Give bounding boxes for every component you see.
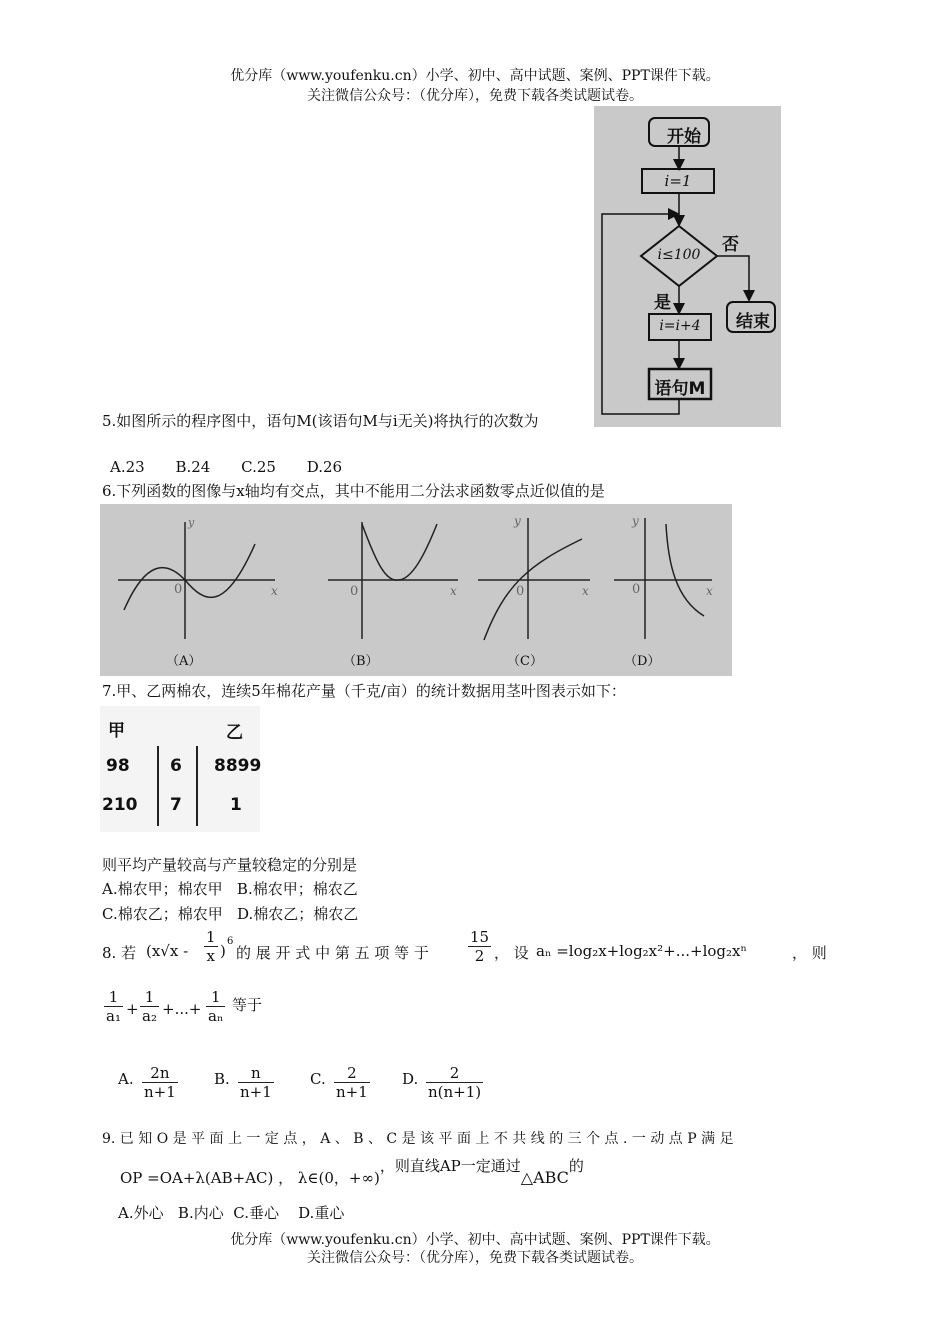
q7-option-a: A.棉农甲；棉农甲: [102, 880, 223, 898]
flow-init-label: i=1: [664, 172, 692, 190]
graph-c-origin: 0: [516, 584, 525, 599]
q9-option-a: A.外心: [118, 1204, 164, 1222]
q8-sum-expression: [102, 988, 302, 1038]
q8-option-c-label: C.: [310, 1070, 326, 1088]
q9-option-c: C.垂心: [233, 1204, 279, 1222]
q9-triangle: △ABC: [520, 1168, 569, 1187]
q8-sequence-formula: aₙ =log₂x+log₂x²+...+log₂xⁿ: [536, 942, 747, 960]
q7-options-row2: [102, 903, 358, 925]
q6-graphs-figure: [100, 504, 732, 676]
q9-option-b: B.内心: [177, 1204, 224, 1222]
q8-middle-text: 的 展 开 式 中 第 五 项 等 于: [236, 944, 429, 962]
q7-option-c: C.棉农乙；棉农甲: [102, 905, 223, 923]
flow-end-label: 结束: [736, 312, 770, 332]
stem-divider-left: [157, 746, 159, 826]
q5-options: [110, 456, 368, 478]
q5-stem: 5.如图所示的程序图中，语句M(该语句M与i无关)将执行的次数为: [102, 412, 539, 430]
q8-sum-term-1: $\frac{1}{\text{a₁}}$: [106, 988, 121, 1025]
q5-option-d: D.26: [306, 458, 343, 476]
graph-b-label: （B）: [343, 654, 379, 669]
q8-sum-term-2: $\frac{1}{\text{a₂}}$: [142, 988, 157, 1025]
q6-stem: 6.下列函数的图像与x轴均有交点，其中不能用二分法求函数零点近似值的是: [102, 482, 605, 500]
q7-option-b: B.棉农甲；棉农乙: [236, 880, 358, 898]
stem-divider-right: [196, 746, 198, 826]
q8-equals-text: 等于: [232, 996, 263, 1014]
graph-d-x-label: x: [706, 584, 713, 598]
q8-option-a-label: A.: [118, 1070, 134, 1088]
stem-row2-left: 210: [102, 795, 138, 815]
q8-prefix: 8. 若: [102, 944, 137, 962]
q8-option-d-label: D.: [402, 1070, 419, 1088]
q5-option-b: B.24: [175, 458, 211, 476]
graph-b-curve: [362, 524, 437, 580]
q9-tail-2: 的: [568, 1157, 584, 1175]
q7-stem: 7.甲、乙两棉农，连续5年棉花产量（千克/亩）的统计数据用茎叶图表示如下：: [102, 682, 626, 700]
q8-plus: +: [126, 1000, 139, 1018]
graph-d-origin: 0: [632, 582, 641, 597]
stem-right-title: 乙: [226, 723, 243, 743]
q8-option-b-label: B.: [214, 1070, 230, 1088]
stem-left-title: 甲: [108, 721, 125, 741]
graph-a-x-label: x: [271, 584, 278, 598]
graph-c-y-label: y: [514, 514, 521, 528]
graph-d-label: （D）: [624, 654, 661, 669]
flow-update-label: i=i+4: [659, 318, 701, 334]
q8-value-fraction: $\frac{15}{2}$: [470, 928, 490, 965]
q8-exponent: 6: [227, 936, 234, 947]
graph-c-curve: [484, 539, 582, 640]
q9-formula: OP =OA+λ(AB+AC) ， λ∈(0，+∞): [120, 1169, 380, 1187]
graph-d-curve: [666, 524, 704, 616]
header-line-2: 关注微信公众号：（优分库），免费下载各类试题试卷。: [307, 88, 643, 104]
graph-b-origin: 0: [350, 584, 359, 599]
q9-options: [118, 1202, 344, 1224]
q9-formula-line: [120, 1154, 584, 1187]
stem-row1-stem: 6: [170, 756, 182, 776]
q8-sum-term-n: $\frac{1}{\text{aₙ}}$: [208, 988, 224, 1025]
q8-stem: [102, 928, 834, 976]
graph-c-x-label: x: [582, 584, 589, 598]
q8-set-text: ， 设: [494, 944, 529, 962]
q8-expr-close: ): [220, 942, 226, 960]
q8-options: [118, 1064, 538, 1114]
flow-yes-label: 是: [654, 293, 671, 313]
flow-start-label: 开始: [667, 127, 701, 147]
q9-option-d: D.重心: [298, 1204, 345, 1222]
stem-row1-left: 98: [106, 756, 130, 776]
graph-a-y-label: y: [188, 516, 195, 529]
q8-then-text: ， 则: [792, 944, 827, 962]
q5-option-c: C.25: [241, 458, 276, 476]
q9-tail-1: ，则直线AP一定通过: [379, 1157, 521, 1175]
footer-line-2: 关注微信公众号：（优分库），免费下载各类试题试卷。: [307, 1250, 643, 1266]
q5-option-a: A.23: [110, 458, 145, 476]
q8-option-d-fraction: $\frac{2}{n(n+1)}$: [428, 1064, 482, 1101]
q7-option-d: D.棉农乙；棉农乙: [237, 905, 359, 923]
header-line-1: 优分库（www.youfenku.cn）小学、初中、高中试题、案例、PPT课件下载。: [230, 68, 720, 84]
stem-leaf-plot: [100, 706, 260, 832]
graph-a-origin: 0: [174, 582, 183, 597]
q8-expr-base: (x√x -: [146, 942, 189, 960]
q8-dots: +...+: [162, 1000, 202, 1018]
q8-option-b-fraction: $\frac{n}{n+1}$: [240, 1064, 272, 1101]
flow-condition-label: i≤100: [657, 247, 701, 263]
stem-row2-right: 1: [230, 795, 242, 815]
q7-question: 则平均产量较高与产量较稳定的分别是: [102, 856, 358, 874]
graph-c-label: （C）: [507, 654, 543, 669]
q9-stem: 9. 已 知 O 是 平 面 上 一 定 点 ， A 、 B 、 C 是 该 平 面 上 不 共 线 的 三 个 点 . 一 动 点 P 满 足: [102, 1131, 734, 1147]
graph-b-x-label: x: [450, 584, 457, 598]
footer-line-1: 优分库（www.youfenku.cn）小学、初中、高中试题、案例、PPT课件下载。: [230, 1232, 720, 1248]
q8-frac-1-over-x: $\frac{1}{x}$: [206, 928, 216, 965]
q8-option-c-fraction: $\frac{2}{n+1}$: [336, 1064, 368, 1101]
graph-a-curve: [124, 544, 255, 610]
stem-row1-right: 8899: [214, 756, 262, 776]
q8-option-a-fraction: $\frac{2n}{n+1}$: [144, 1064, 176, 1101]
graph-a-label: （A）: [166, 654, 202, 669]
flow-no-label: 否: [722, 235, 739, 255]
flow-statement-label: 语句M: [654, 379, 706, 399]
stem-row2-stem: 7: [170, 795, 182, 815]
q7-options-row1: [102, 878, 358, 900]
flowchart: [594, 106, 781, 427]
graph-d-y-label: y: [632, 514, 639, 528]
